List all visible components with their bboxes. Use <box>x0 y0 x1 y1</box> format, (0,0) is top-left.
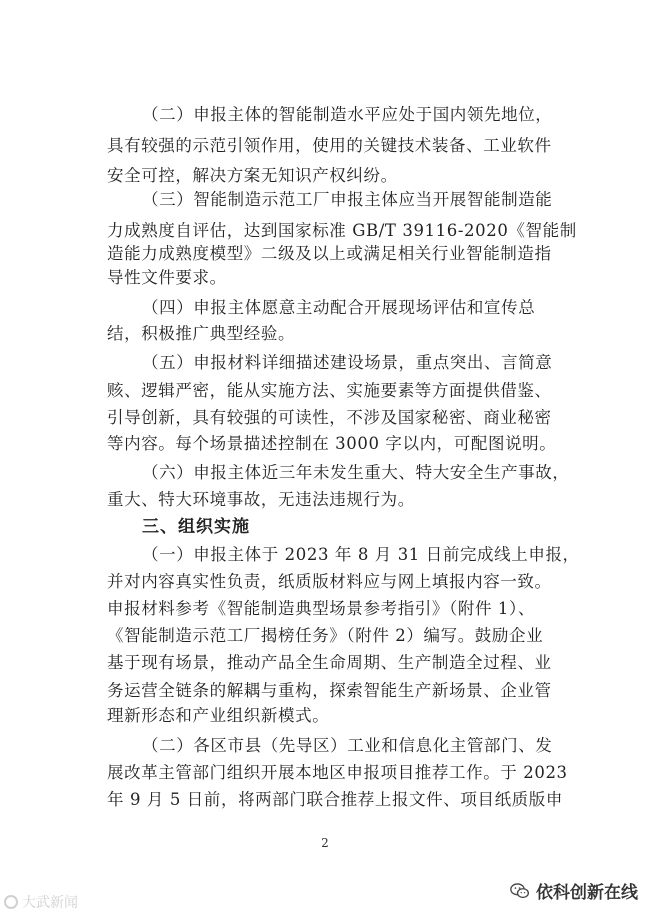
text-line: 赅、逻辑严密，能从实施方法、实施要素等方面提供借鉴、 <box>107 381 552 400</box>
text-line: 理新形态和产业组织新模式。 <box>107 706 330 725</box>
text-line: 安全可控，解决方案无知识产权纠纷。 <box>107 166 398 185</box>
text-line: （二）申报主体的智能制造水平应处于国内领先地位， <box>142 105 553 124</box>
text-line: 结，积极推广典型经验。 <box>107 324 296 343</box>
text-line: 引导创新，具有较强的可读性，不涉及国家秘密、商业秘密 <box>107 408 552 427</box>
text-line: （六）申报主体近三年未发生重大、特大安全生产事故， <box>142 463 570 482</box>
watermark-right-text: 依科创新在线 <box>536 883 638 903</box>
text-line: 《智能制造示范工厂揭榜任务》（附件 2）编写。鼓励企业 <box>107 626 544 645</box>
text-line: 展改革主管部门组织开展本地区申报项目推荐工作。于 2023 <box>107 763 568 782</box>
watermark-right <box>510 878 638 903</box>
text-line: 并对内容真实性负责，纸质版材料应与网上填报内容一致。 <box>107 572 552 591</box>
text-line: 具有较强的示范引领作用，使用的关键技术装备、工业软件 <box>107 136 552 155</box>
section-heading: 三、组织实施 <box>142 517 250 537</box>
wechat-icon <box>510 881 530 901</box>
text-line: 重大、特大环境事故，无违法违规行为。 <box>107 490 415 509</box>
text-line: 导性文件要求。 <box>107 268 227 287</box>
watermark-left <box>4 892 78 912</box>
text-line: （三）智能制造示范工厂申报主体应当开展智能制造能 <box>142 190 553 209</box>
text-line: （四）申报主体愿意主动配合开展现场评估和宣传总 <box>142 298 536 317</box>
text-line: 力成熟度自评估，达到国家标准 GB/T 39116-2020《智能制 <box>107 221 577 240</box>
text-line: 年 9 月 5 日前，将两部门联合推荐上报文件、项目纸质版申 <box>107 790 563 809</box>
text-line: 基于现有场景，推动产品全生命周期、生产制造全过程、业 <box>107 653 552 672</box>
text-line: （五）申报材料详细描述建设场景，重点突出、言简意 <box>142 353 553 372</box>
text-line: 等内容。每个场景描述控制在 3000 字以内，可配图说明。 <box>107 434 557 453</box>
text-line: 造能力成熟度模型》二级及以上或满足相关行业智能制造指 <box>107 244 552 263</box>
page-number: 2 <box>321 836 329 850</box>
watermark-left-text: 大武新闻 <box>22 895 78 911</box>
text-line: 务运营全链条的解耦与重构，探索智能生产新场景、企业管 <box>107 681 552 700</box>
watermark-logo-icon <box>4 895 18 909</box>
text-line: （一）申报主体于 2023 年 8 月 31 日前完成线上申报， <box>142 545 580 564</box>
text-line: 申报材料参考《智能制造典型场景参考指引》（附件 1）、 <box>107 599 535 618</box>
text-line: （二）各区市县（先导区）工业和信息化主管部门、发 <box>142 736 553 755</box>
